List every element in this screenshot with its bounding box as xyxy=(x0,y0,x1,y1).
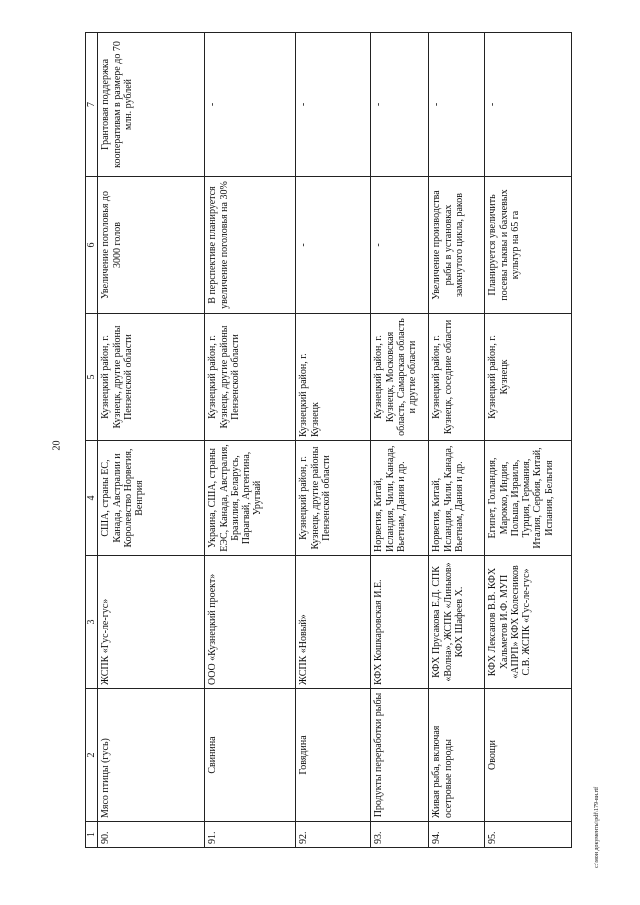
cell-support: - xyxy=(205,33,296,177)
cell-sales: Кузнецкий район, г. Кузнецк, другие районы Пензенской области xyxy=(98,314,205,441)
cell-export: Египет, Голландия, Марокко, Индия, Польша, Израиль, Турция, Германия, Италия, Сербия, Китай, Испания, Бельгия xyxy=(485,441,572,556)
table-row xyxy=(296,33,371,848)
cell-sales: Кузнецкий район, г. Кузнецк, соседние области xyxy=(429,314,485,441)
col-header: 5 xyxy=(86,314,98,441)
cell-producer: ООО «Кузнецкий проект» xyxy=(205,556,296,689)
cell-support: - xyxy=(429,33,485,177)
footer-file-path: c:\мои документы\pdf\179-ви.rtf xyxy=(594,786,600,868)
cell-num: 94. xyxy=(429,822,485,848)
cell-export: Норвегия, Китай, Исландия, Чили, Канада, Вьетнам, Дания и др. xyxy=(371,441,429,556)
cell-num: 92. xyxy=(296,822,371,848)
cell-plans: Увеличение поголовья до 3000 голов xyxy=(98,177,205,314)
col-header: 2 xyxy=(86,689,98,822)
cell-support: - xyxy=(485,33,572,177)
cell-num: 91. xyxy=(205,822,296,848)
col-header: 7 xyxy=(86,33,98,177)
cell-support: - xyxy=(296,33,371,177)
cell-num: 90. xyxy=(98,822,205,848)
table-header-row xyxy=(86,33,98,848)
data-table xyxy=(85,32,572,848)
page-number: 20 xyxy=(51,440,63,451)
table-row xyxy=(98,33,205,848)
rotated-table-container xyxy=(85,33,571,848)
cell-plans: - xyxy=(371,177,429,314)
col-header: 4 xyxy=(86,441,98,556)
cell-producer: КФХ Кошкаровская И.Е. xyxy=(371,556,429,689)
cell-num: 93. xyxy=(371,822,429,848)
cell-product: Овощи xyxy=(485,689,572,822)
cell-product: Говядина xyxy=(296,689,371,822)
cell-export: Норвегия, Китай, Исландия, Чили, Канада, Вьетнам, Дания и др. xyxy=(429,441,485,556)
col-header: 3 xyxy=(86,556,98,689)
cell-export: Украина, США, страны ЕЭС, Канада, Австралия, Бразилия, Беларусь, Парагвай, Аргентина, Уругвай xyxy=(205,441,296,556)
table-row xyxy=(485,33,572,848)
cell-export: Кузнецкий район, г. Кузнецк, другие районы Пензенской области xyxy=(296,441,371,556)
cell-sales: Кузнецкий район, г. Кузнецк, Московская область, Самарская область и другие области xyxy=(371,314,429,441)
cell-plans: В перспективе планируется увеличение поголовья на 30% xyxy=(205,177,296,314)
col-header: 6 xyxy=(86,177,98,314)
cell-producer: ЖСПК «Гус-ле-гус» xyxy=(98,556,205,689)
cell-product: Продукты переработки рыбы xyxy=(371,689,429,822)
table-row xyxy=(371,33,429,848)
cell-product: Свинина xyxy=(205,689,296,822)
cell-export: США, страны ЕС, Канада, Австралии и Королевство Норвегия, Венгрия xyxy=(98,441,205,556)
cell-support: Грантовая поддержка кооперативам в размере до 70 млн. рублей xyxy=(98,33,205,177)
cell-producer: ЖСПК «Новый» xyxy=(296,556,371,689)
cell-producer: КФХ Прусакова Е.Д. СПК «Волна», ЖСПК «Линьков» КФХ Шафеев Х. xyxy=(429,556,485,689)
cell-sales: Кузнецкий район, г. Кузнецк, другие районы Пензенской области xyxy=(205,314,296,441)
cell-plans: Планируется увеличить посевы тыквы и бахчевых культур на 65 га xyxy=(485,177,572,314)
col-header: 1 xyxy=(86,822,98,848)
table-row xyxy=(205,33,296,848)
cell-plans: - xyxy=(296,177,371,314)
cell-sales: Кузнецкий район, г. Кузнецк xyxy=(296,314,371,441)
table-row xyxy=(429,33,485,848)
cell-product: Живая рыба, включая осетровые породы xyxy=(429,689,485,822)
cell-producer: КФХ Лексанов В.В. КФХ Хальметов И.Ф. МУП «АПРП» КФХ Колесников С.В. ЖСПК «Гус-ле-гус» xyxy=(485,556,572,689)
cell-num: 95. xyxy=(485,822,572,848)
cell-product: Мясо птицы (гусь) xyxy=(98,689,205,822)
cell-sales: Кузнецкий район, г. Кузнецк xyxy=(485,314,572,441)
cell-support: - xyxy=(371,33,429,177)
cell-plans: Увеличение производства рыбы в установках замкнутого цикла, раков xyxy=(429,177,485,314)
